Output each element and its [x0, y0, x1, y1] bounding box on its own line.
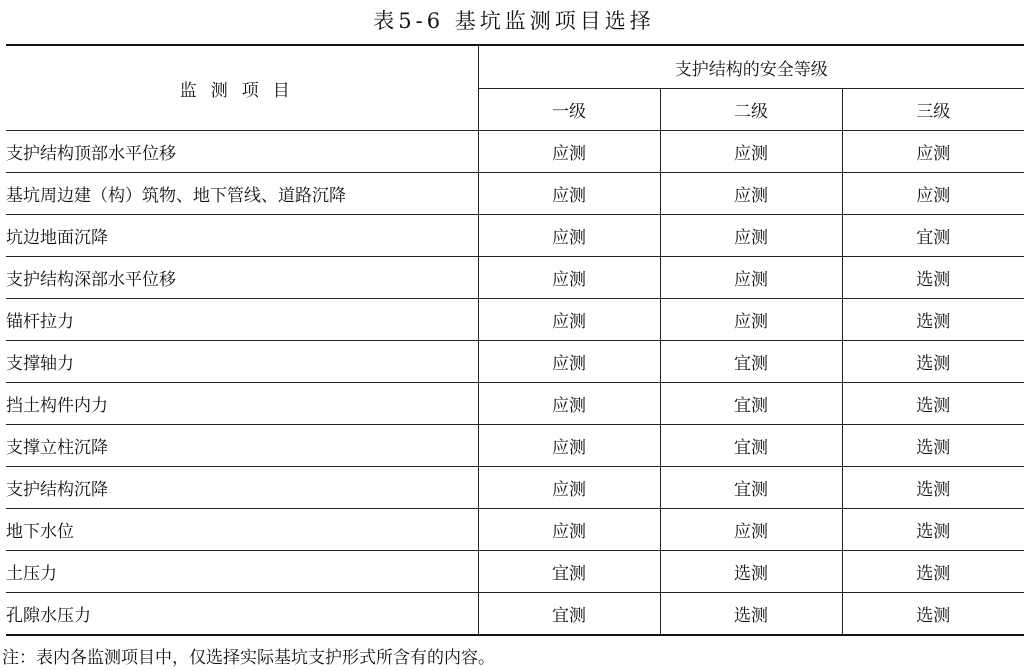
grade-2-value: 应测: [660, 215, 842, 257]
monitoring-item: 孔隙水压力: [6, 593, 478, 636]
grade-3-value: 宜测: [842, 215, 1024, 257]
grade-1-value: 应测: [478, 257, 660, 299]
monitoring-item: 基坑周边建（构）筑物、地下管线、道路沉降: [6, 173, 478, 215]
grade-2-value: 应测: [660, 173, 842, 215]
monitoring-item: 支撑立柱沉降: [6, 425, 478, 467]
grade-1-value: 应测: [478, 467, 660, 509]
monitoring-items-table: [6, 44, 1024, 636]
grade-1-value: 宜测: [478, 551, 660, 593]
grade-3-value: 选测: [842, 341, 1024, 383]
grade-3-header: 三级: [842, 89, 1024, 131]
grade-1-value: 应测: [478, 299, 660, 341]
grade-3-value: 选测: [842, 383, 1024, 425]
table-row: [6, 425, 1024, 467]
grade-2-value: 应测: [660, 131, 842, 173]
grade-2-value: 应测: [660, 299, 842, 341]
monitoring-item: 支护结构深部水平位移: [6, 257, 478, 299]
grade-2-value: 宜测: [660, 383, 842, 425]
table-row: [6, 131, 1024, 173]
monitoring-item: 土压力: [6, 551, 478, 593]
table-title: 表5-6 基坑监测项目选择: [373, 9, 655, 33]
table-footnote: 注：表内各监测项目中，仅选择实际基坑支护形式所含有的内容。: [2, 648, 495, 668]
monitoring-item: 挡土构件内力: [6, 383, 478, 425]
grade-3-value: 选测: [842, 467, 1024, 509]
grade-1-value: 应测: [478, 341, 660, 383]
grade-1-value: 应测: [478, 131, 660, 173]
monitoring-item: 支撑轴力: [6, 341, 478, 383]
grade-3-value: 选测: [842, 593, 1024, 636]
monitoring-item: 坑边地面沉降: [6, 215, 478, 257]
grade-1-value: 应测: [478, 509, 660, 551]
table-row: [6, 215, 1024, 257]
grade-1-value: 应测: [478, 425, 660, 467]
grade-3-value: 应测: [842, 131, 1024, 173]
table-row: [6, 509, 1024, 551]
grade-2-header: 二级: [660, 89, 842, 131]
grade-1-value: 应测: [478, 383, 660, 425]
grade-2-value: 宜测: [660, 425, 842, 467]
table-row: [6, 173, 1024, 215]
monitoring-item: 支护结构沉降: [6, 467, 478, 509]
table-row: [6, 551, 1024, 593]
table-row: [6, 299, 1024, 341]
safety-grade-group-header: 支护结构的安全等级: [478, 45, 1024, 89]
monitoring-item: 支护结构顶部水平位移: [6, 131, 478, 173]
header-row-1: [6, 45, 1024, 89]
monitoring-item: 锚杆拉力: [6, 299, 478, 341]
grade-3-value: 选测: [842, 299, 1024, 341]
grade-3-value: 选测: [842, 425, 1024, 467]
grade-2-value: 选测: [660, 551, 842, 593]
table-row: [6, 383, 1024, 425]
grade-1-value: 宜测: [478, 593, 660, 636]
table-row: [6, 467, 1024, 509]
grade-1-value: 应测: [478, 173, 660, 215]
grade-2-value: 选测: [660, 593, 842, 636]
table-row: [6, 257, 1024, 299]
table-row: [6, 341, 1024, 383]
grade-3-value: 选测: [842, 257, 1024, 299]
grade-3-value: 选测: [842, 551, 1024, 593]
grade-1-value: 应测: [478, 215, 660, 257]
grade-2-value: 应测: [660, 509, 842, 551]
grade-1-header: 一级: [478, 89, 660, 131]
grade-2-value: 应测: [660, 257, 842, 299]
item-column-header: 监测项目: [6, 45, 478, 131]
grade-2-value: 宜测: [660, 341, 842, 383]
monitoring-item: 地下水位: [6, 509, 478, 551]
grade-2-value: 宜测: [660, 467, 842, 509]
grade-3-value: 选测: [842, 509, 1024, 551]
table-row: [6, 593, 1024, 636]
grade-3-value: 应测: [842, 173, 1024, 215]
